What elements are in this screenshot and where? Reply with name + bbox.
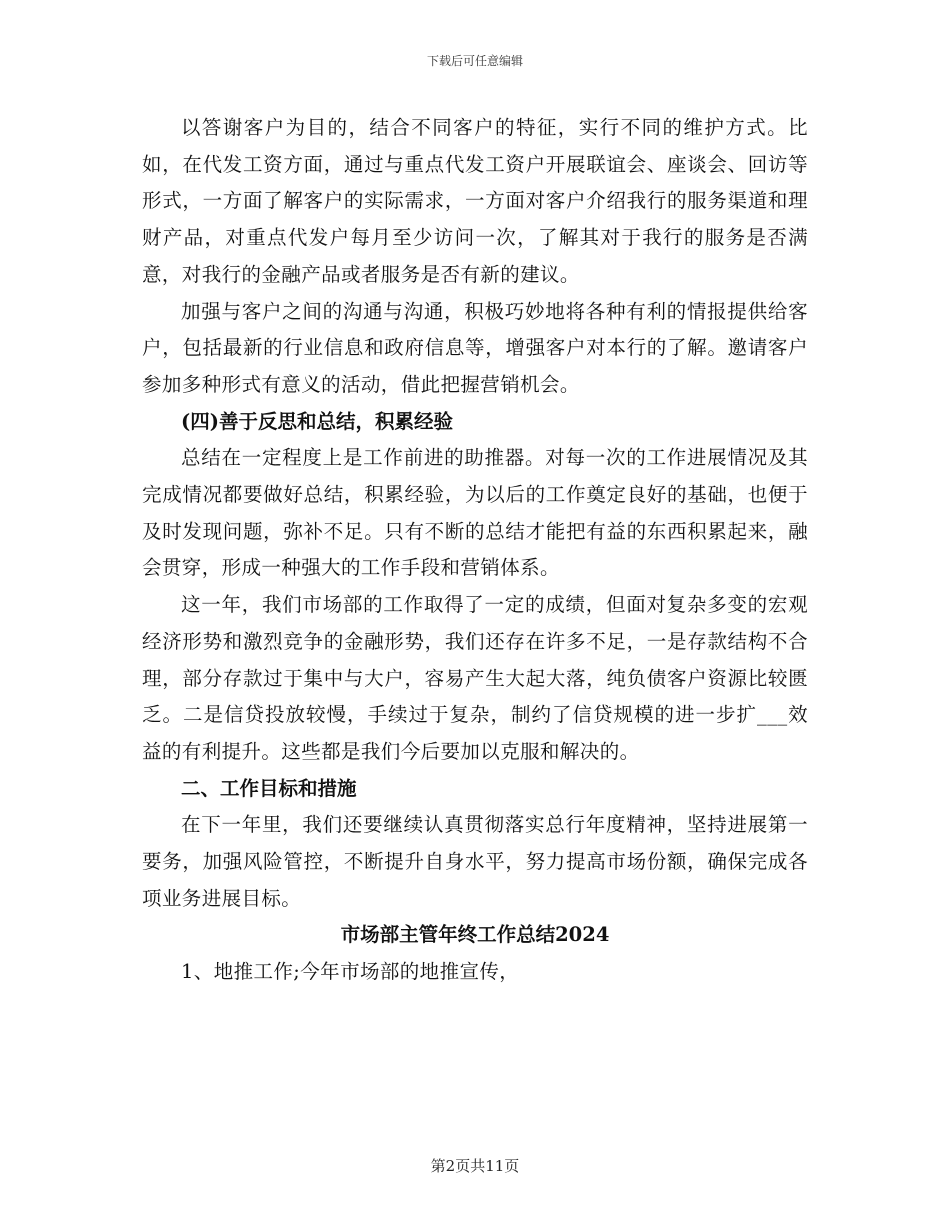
page-number-footer: 第2页共11页 <box>430 1157 520 1175</box>
document-body <box>142 110 808 991</box>
paragraph-client-communication: 加强与客户之间的沟通与沟通，积极巧妙地将各种有利的情报提供给客户，包括最新的行业信息和政府信息等，增强客户对本行的了解。邀请客户参加多种形式有意义的活动，借此把握营销机会。 <box>142 299 808 396</box>
section-heading-reflection: (四)善于反思和总结，积累经验 <box>181 409 453 433</box>
section-heading-goals: 二、工作目标和措施 <box>181 776 357 800</box>
paragraph-shortcomings: 这一年，我们市场部的工作取得了一定的成绩，但面对复杂多变的宏观经济形势和激烈竞争的金融形势，我们还存在许多不足，一是存款结构不合理，部分存款过于集中与大户，容易产生大起大落，纯负债客户资源比较匮乏。二是信贷投放较慢，手续过于复杂，制约了信贷规模的进一步扩___效益的有利提升。这些都是我们今后要加以克服和解决的。 <box>142 593 808 763</box>
page-header-note: 下载后可任意编辑 <box>426 54 523 68</box>
paragraph-next-year: 在下一年里，我们还要继续认真贯彻落实总行年度精神，坚持进展第一要务，加强风险管控，不断提升自身水平，努力提高市场份额，确保完成各项业务进展目标。 <box>142 813 808 910</box>
document-title: 市场部主管年终工作总结2024 <box>340 923 610 947</box>
paragraph-ground-promotion: 1、地推工作;今年市场部的地推宣传， <box>181 960 520 984</box>
paragraph-client-maintenance: 以答谢客户为目的，结合不同客户的特征，实行不同的维护方式。比如，在代发工资方面，通过与重点代发工资户开展联谊会、座谈会、回访等形式，一方面了解客户的实际需求，一方面对客户介绍我行的服务渠道和理财产品，对重点代发户每月至少访问一次，了解其对于我行的服务是否满意，对我行的金融产品或者服务是否有新的建议。 <box>142 116 808 286</box>
paragraph-summary: 总结在一定程度上是工作前进的助推器。对每一次的工作进展情况及其完成情况都要做好总结，积累经验，为以后的工作奠定良好的基础，也便于及时发现问题，弥补不足。只有不断的总结才能把有益的东西积累起来，融会贯穿，形成一种强大的工作手段和营销体系。 <box>142 446 808 580</box>
